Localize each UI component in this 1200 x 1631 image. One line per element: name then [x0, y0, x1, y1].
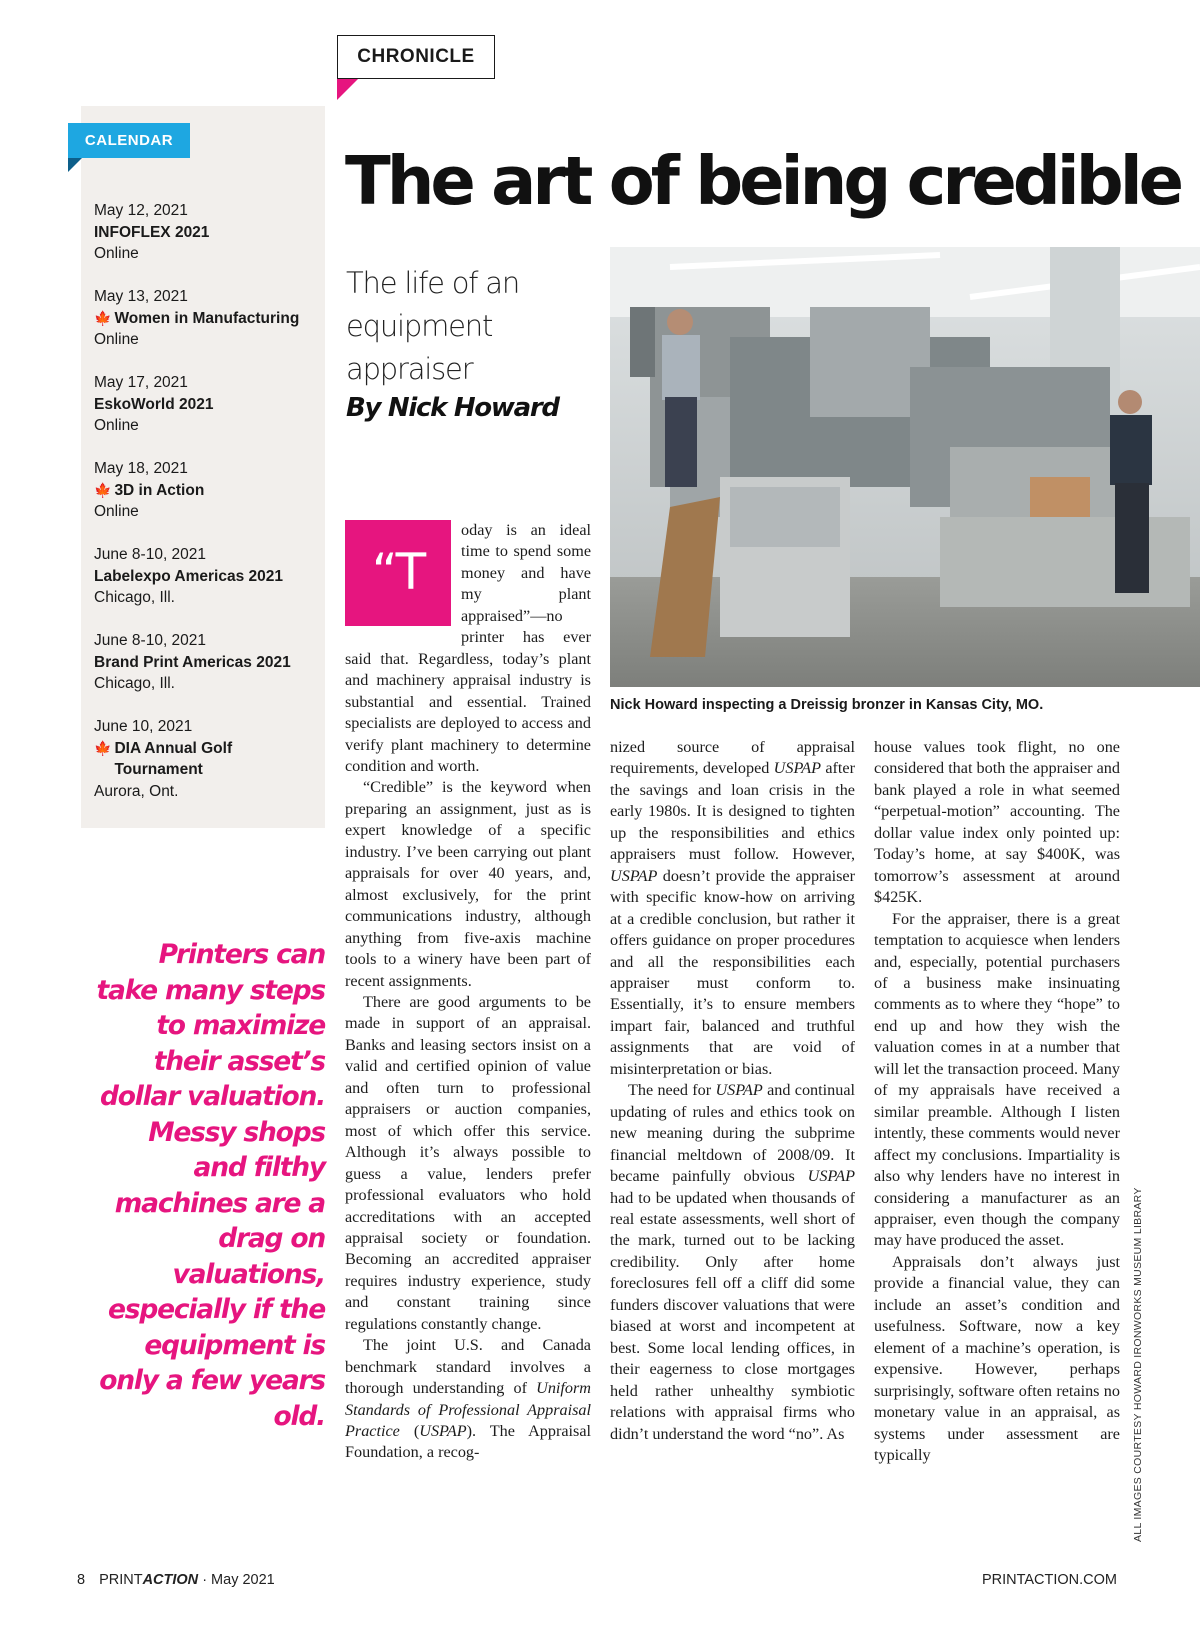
event-location: Chicago, Ill. [94, 589, 175, 606]
maple-leaf-icon: 🍁 [94, 739, 112, 756]
event-date: May 13, 2021 [94, 288, 188, 305]
article-photo [610, 247, 1200, 687]
event-location: Online [94, 417, 139, 434]
event-date: June 8-10, 2021 [94, 546, 207, 563]
calendar-event [94, 286, 319, 351]
event-name: Brand Print Americas 2021 [94, 653, 291, 671]
event-date: June 8-10, 2021 [94, 632, 207, 649]
section-tag: CHRONICLE [337, 35, 495, 79]
event-date: May 12, 2021 [94, 202, 188, 219]
paragraph: There are good arguments to be made in support of an appraisal. Banks and leasing sectors insist on a valid and certified opinion of value and often turn to professional appraisers or auction companies, most of which offer this service. Although it’s always possible to guess a value, lenders prefer professional evaluators who hold accreditations with an accepted appraisal society or foundation. Becoming an accredited appraiser requires industry experience, study and constant training since regulations constantly change. [345, 992, 591, 1333]
press-room-illustration [610, 247, 1200, 687]
event-date: May 17, 2021 [94, 374, 188, 391]
paragraph: The joint U.S. and Canada benchmark standard involves a thorough understanding of Uniform Standards of Professional Appraisal Practice (USPAP). The Appraisal Foundation, a recog- [345, 1336, 591, 1462]
drop-cap: “T [345, 520, 451, 626]
maple-leaf-icon: 🍁 [94, 481, 112, 498]
section-tag-notch [337, 79, 358, 100]
issue-date: · May 2021 [198, 1572, 275, 1588]
brand-name: PRINT [99, 1572, 143, 1588]
paragraph: house values took flight, no one considered that both the appraiser and bank played a role in what seemed “perpetual-motion” accounting. The dollar value index only pointed up: Today’s home, at say $400K, was tomorrow’s assessment at around $425K. [874, 738, 1120, 907]
event-name: 🍁 Women in Manufacturing [94, 309, 300, 327]
paragraph: For the appraiser, there is a great temptation to acquiesce when lenders and, especially, potential purchasers of a business make insinuating comments as to where they “hope” to end up and how they wish the valuation comes in at a number that will let the transaction proceed. Many of my appraisals have received a similar preamble. Although I listen intently, these comments would never affect my conclusions. Impartiality is also why lenders have no interest in considering a manufacturer as an appraiser, even though the company may have produced the asset. [874, 909, 1120, 1250]
pull-quote: Printers can take many steps to maximize their asset’s dollar valuation. Messy shops and filthy machines are a drag on valuations, especially if the equipment is only a few years old. [96, 939, 325, 1432]
calendar-tag-notch [68, 158, 82, 172]
byline: By Nick Howard [346, 393, 559, 423]
event-name: 🍁 DIA Annual Golf Tournament [94, 739, 233, 778]
calendar-event [94, 458, 319, 523]
footer-folio [77, 1572, 275, 1588]
paragraph: oday is an ideal time to spend some money and have my plant appraised”—no printer has ever said that. Regardless, today’s plant and machinery appraisal industry is substantial and essential. Trained specialists are deployed to access and verify plant machinery to determine condition and worth. [345, 521, 591, 775]
event-location: Online [94, 245, 139, 262]
event-name: Labelexpo Americas 2021 [94, 567, 283, 585]
event-name: 🍁 3D in Action [94, 481, 205, 499]
calendar-event [94, 630, 319, 695]
event-location: Chicago, Ill. [94, 675, 175, 692]
footer-website: PRINTACTION.COM [981, 1572, 1117, 1588]
calendar-event [94, 544, 319, 609]
brand-name-bold: ACTION [142, 1572, 199, 1588]
maple-leaf-icon: 🍁 [94, 309, 112, 326]
event-location: Aurora, Ont. [94, 782, 179, 800]
event-location: Online [94, 331, 139, 348]
page-number: 8 [77, 1572, 86, 1588]
calendar-event [94, 716, 319, 802]
event-name: INFOFLEX 2021 [94, 223, 210, 241]
calendar-event-list [94, 200, 319, 824]
photo-caption: Nick Howard inspecting a Dreissig bronzer in Kansas City, MO. [610, 697, 1044, 713]
calendar-event [94, 200, 319, 265]
paragraph: nized source of appraisal requirements, developed USPAP after the savings and loan crisis in the early 1980s. It is designed to tighten up the responsibilities and ethics appraisers must follow. However, USPAP doesn’t provide the appraiser with specific know-how on arriving at a credible conclusion, but rather it offers guidance on proper procedures and all the responsibilities each appraiser must conform to. Essentially, it’s to ensure members impart fair, balanced and truthful assignments that are void of misinterpretation or bias. [610, 738, 855, 1078]
event-date: June 10, 2021 [94, 718, 193, 735]
body-column-1 [345, 520, 591, 1550]
headline: The art of being credible [345, 142, 1181, 220]
event-location: Online [94, 503, 139, 520]
subheadline: The life of an equipment appraiser [346, 266, 520, 386]
body-column-3 [874, 737, 1120, 1550]
paragraph: Appraisals don’t always just provide a financial value, they can include an asset’s condition and usefulness. Software, now a key element of a machine’s operation, is expensive. However, perhaps surprisingly, software often retains no monetary value in an appraisal, as systems under assessment are typically [874, 1252, 1120, 1464]
paragraph: “Credible” is the keyword when preparing an assignment, just as is expert knowledge of a specific industry. I’ve been carrying out plant appraisals for over 40 years, and, almost exclusively, for the print communications industry, although anything from five-axis machine tools to a winery have been part of recent assignments. [345, 778, 591, 990]
photo-credit: ALL IMAGES COURTESY HOWARD IRONWORKS MUSEUM LIBRARY [1132, 1187, 1144, 1542]
calendar-event [94, 372, 319, 437]
event-name: EskoWorld 2021 [94, 395, 214, 413]
calendar-label: CALENDAR [68, 123, 190, 158]
paragraph: The need for USPAP and continual updating of rules and ethics took on new meaning during the subprime financial meltdown of 2008/09. It became painfully obvious USPAP had to be updated when thousands of real estate assessments, well short of the mark, turned out to be lacking credibility. Only after home foreclosures fell off a cliff did some funders discover valuations that were biased at worst and incompetent at best. Some local lending offices, in their eagerness to close mortgages held rather unhealthy symbiotic relations with appraisal firms who didn’t understand the word “no”. As [610, 1081, 855, 1443]
body-column-2 [610, 737, 855, 1550]
event-date: May 18, 2021 [94, 460, 188, 477]
